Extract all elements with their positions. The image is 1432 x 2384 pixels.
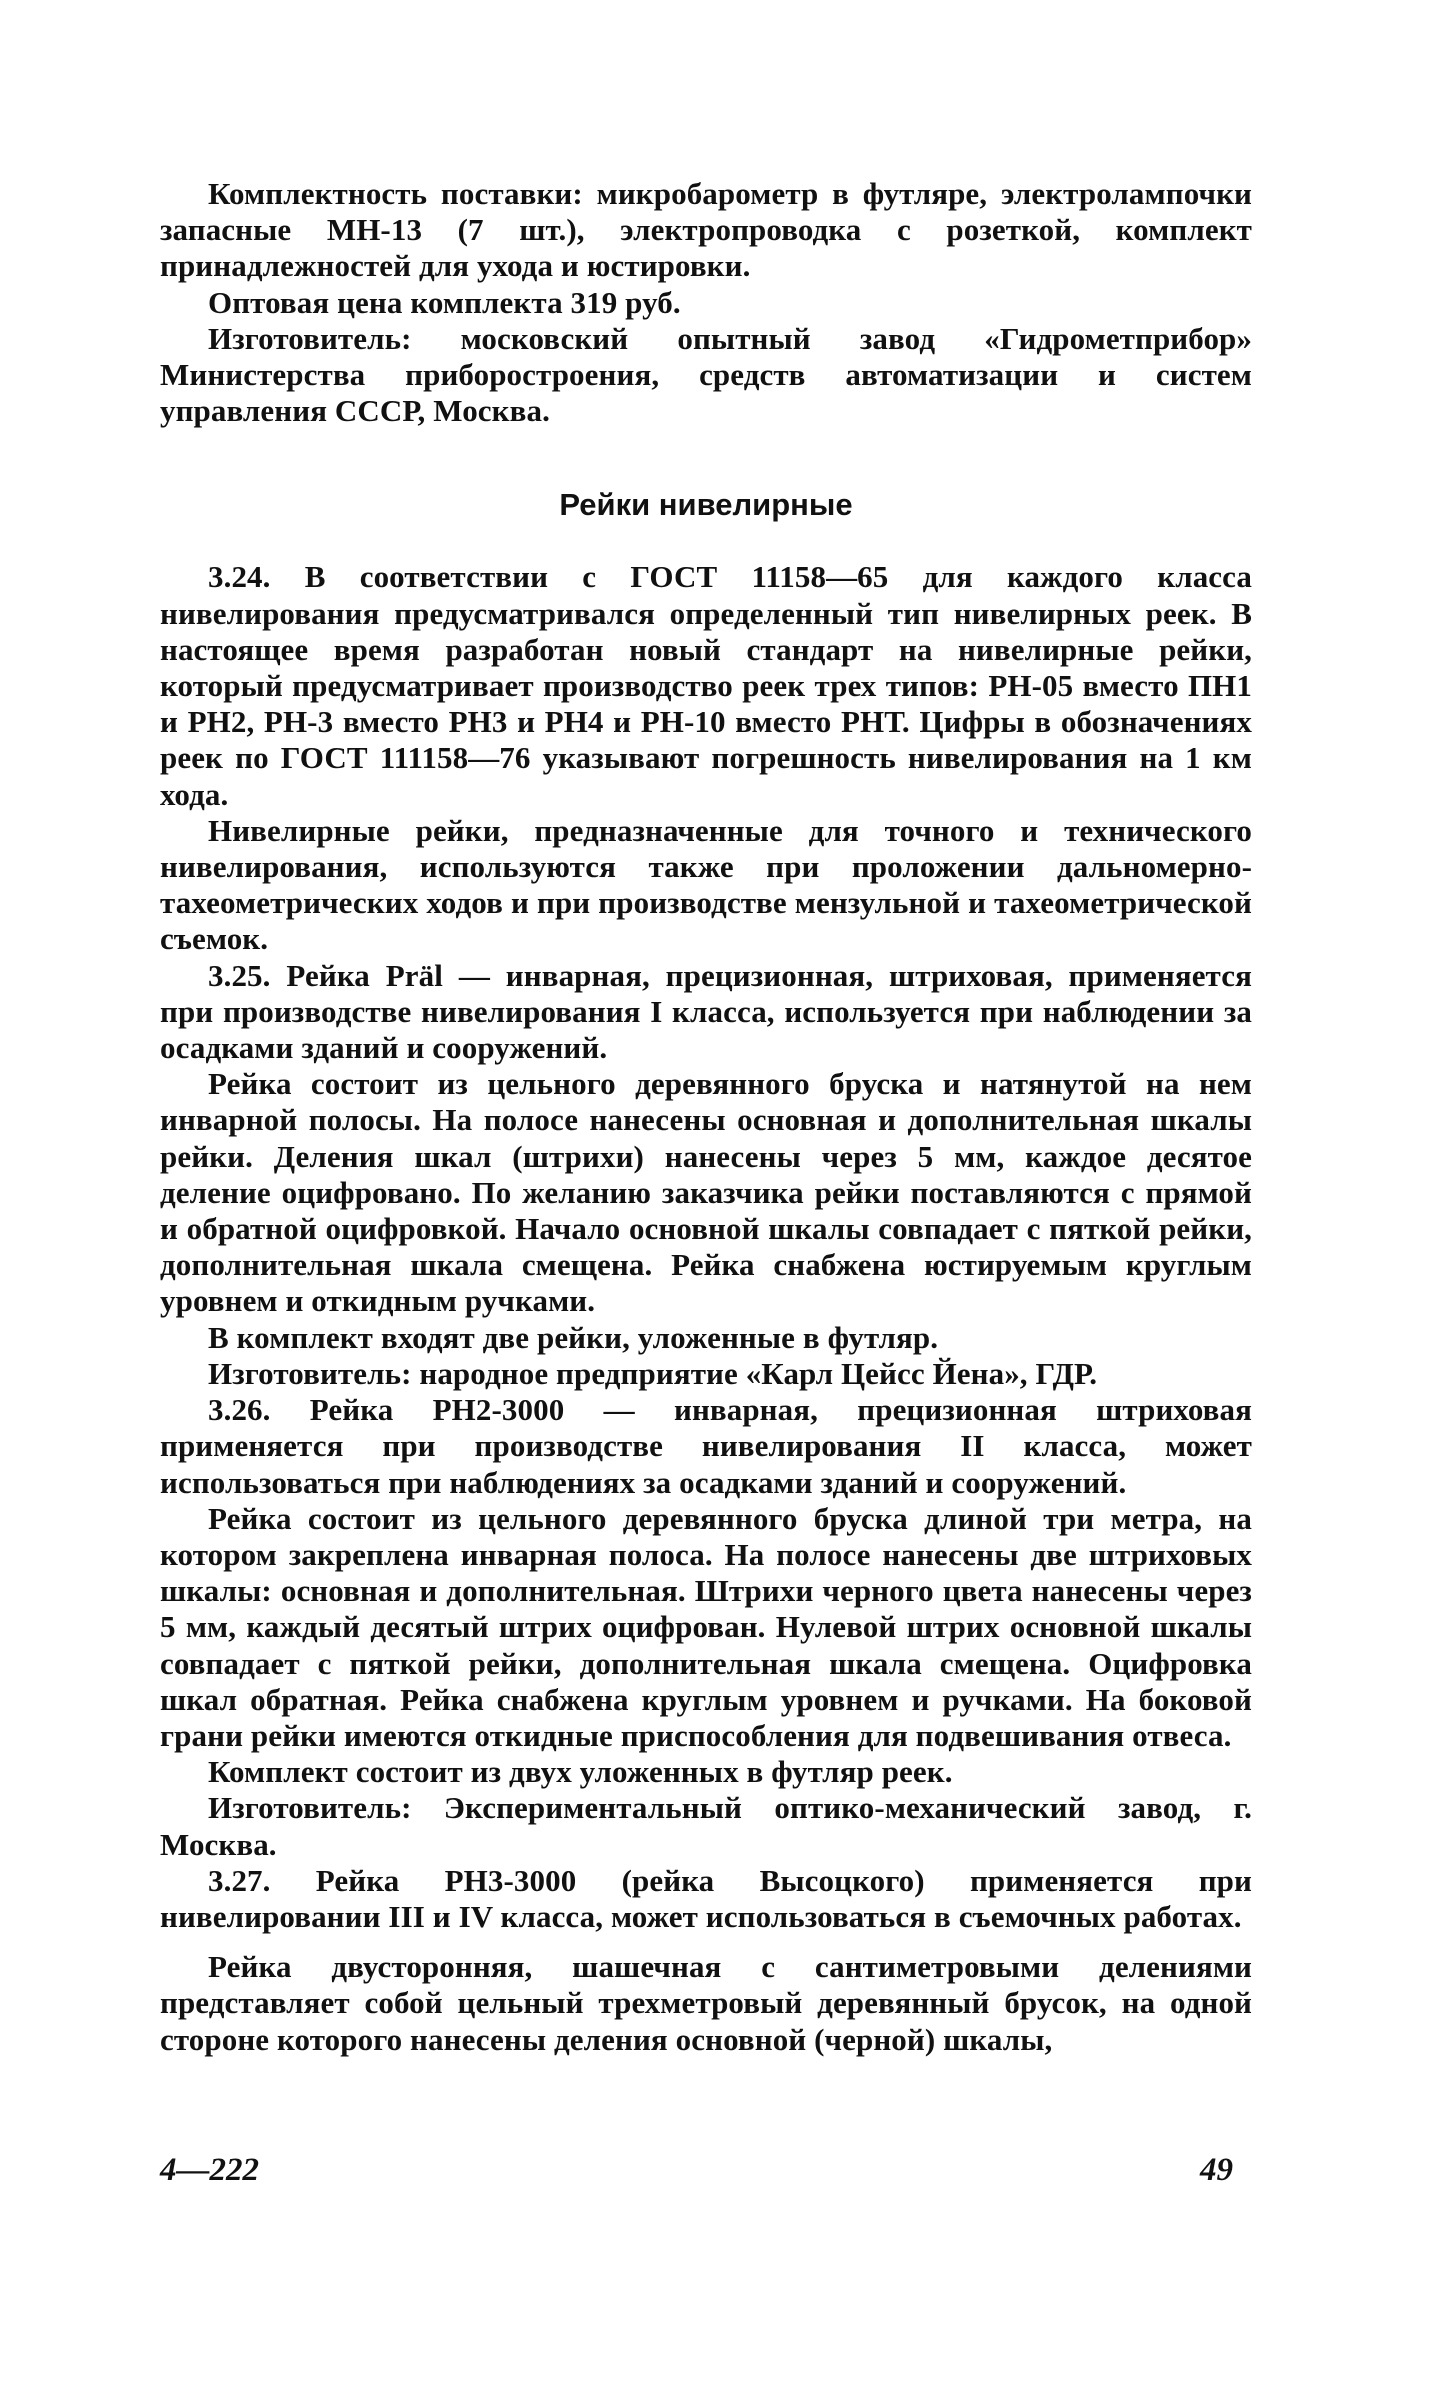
paragraph-prail-manufacturer: Изготовитель: народное предприятие «Карл Цейсс Йена», ГДР. — [208, 1355, 1098, 1391]
page-body — [160, 176, 1252, 2058]
paragraph-manufacturer: Изготовитель: московский опытный завод «Гидрометприбор» Министерства приборостроения, средств автоматизации и систем управления СССР, Москва. — [160, 320, 1252, 429]
paragraph-rn2-set: Комплект состоит из двух уложенных в футляр реек. — [208, 1754, 953, 1790]
paragraph-price: Оптовая цена комплекта 319 руб. — [208, 284, 681, 320]
paragraph-rn2-description: Рейка состоит из цельного деревянного бруска длиной три метра, на котором закреплена инварная полоса. На полосе нанесены две штриховых шкалы: основная и дополнительная. Штрихи черного цвета нанесены через 5 мм, каждый десятый штрих оцифрован. Нулевой штрих основной шкалы совпадает с пяткой рейки, дополнительная шкала смещена. Оцифровка шкал обратная. Рейка снабжена круглым уровнем и ручками. На боковой грани рейки имеются откидные приспособления для подвешивания отвеса. — [160, 1500, 1252, 1753]
paragraph-rn2-manufacturer: Изготовитель: Экспериментальный оптико-механический завод, г. Москва. — [160, 1790, 1252, 1862]
paragraph-rods-usage: Нивелирные рейки, предназначенные для точного и технического нивелирования, используются также при проложении дальномерно-тахеометрических ходов и при производстве мензульной и тахеометрической съемок. — [160, 812, 1252, 957]
page-number: 49 — [1200, 2152, 1233, 2188]
paragraph-delivery-set: Комплектность поставки: микробарометр в футляре, электролампочки запасные МН-13 (7 шт.), электропроводка с розеткой, комплект принадлежностей для ухода и юстировки. — [160, 176, 1252, 284]
printer-signature: 4—222 — [160, 2152, 259, 2188]
paragraph-3-27: 3.27. Рейка РН3-3000 (рейка Высоцкого) применяется при нивелировании III и IV класса, может использоваться в съемочных работах. — [160, 1862, 1252, 1934]
paragraph-prail-set: В комплект входят две рейки, уложенные в футляр. — [208, 1319, 939, 1355]
paragraph-3-26: 3.26. Рейка РН2-3000 — инварная, прецизионная штриховая применяется при производстве нивелирования II класса, может использоваться при наблюдениях за осадками зданий и сооружений. — [160, 1392, 1252, 1500]
paragraph-prail-description: Рейка состоит из цельного деревянного бруска и натянутой на нем инварной полосы. На полосе нанесены основная и дополнительная шкалы рейки. Деления шкал (штрихи) нанесены через 5 мм, каждое десятое деление оцифровано. По желанию заказчика рейки поставляются с прямой и обратной оцифровкой. Начало основной шкалы совпадает с пяткой рейки, дополнительная шкала смещена. Рейка снабжена юстируемым круглым уровнем и откидным ручками. — [160, 1066, 1252, 1319]
paragraph-rn3-description: Рейка двусторонняя, шашечная с сантиметровыми делениями представляет собой цельный трехметровый деревянный брусок, на одной стороне которого нанесены деления основной (черной) шкалы, — [160, 1949, 1252, 2057]
paragraph-3-24: 3.24. В соответствии с ГОСТ 11158—65 для каждого класса нивелирования предусматривался определенный тип нивелирных реек. В настоящее время разработан новый стандарт на нивелирные рейки, который предусматривает производство реек трех типов: РН-05 вместо ПН1 и РН2, РН-3 вместо РН3 и РН4 и РН-10 вместо РНТ. Цифры в обозначениях реек по ГОСТ 111158—76 указывают погрешность нивелирования на 1 км хода. — [160, 559, 1252, 812]
section-heading: Рейки нивелирные — [559, 487, 853, 523]
paragraph-3-25: 3.25. Рейка Präl — инварная, прецизионная, штриховая, применяется при производстве нивелирования I класса, используется при наблюдении за осадками зданий и сооружений. — [160, 957, 1252, 1066]
